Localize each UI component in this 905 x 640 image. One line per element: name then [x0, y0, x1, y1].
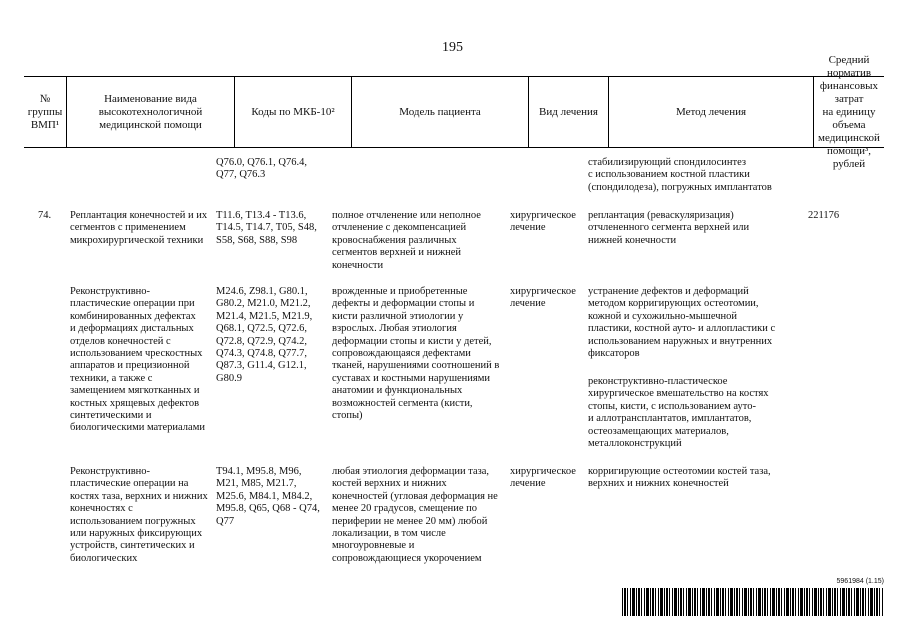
- barcode-id: 5961984 (1.15): [836, 578, 884, 585]
- page-number: 195: [442, 40, 463, 55]
- row3-care-name: Реконструктивно- пластические операции на костях таза, верхних и нижних конечностях с использованием погружных или наружных фиксирующих устройств, синтетических и биологических: [70, 466, 208, 564]
- row2-method-1: устранение дефектов и деформаций методом корригирующих остеотомии, кожной и сухожильно-мышечной пластики, костной ауто- и аллопластики с использованием наружных и внутренних фиксаторов: [588, 286, 776, 360]
- row0-method: стабилизирующий спондилосинтез с использованием костной пластики (спондилодеза), погружных имплантатов: [588, 157, 772, 193]
- header-care-type-name: Наименование вида высокотехнологичной медицинской помощи: [66, 77, 234, 147]
- barcode-bars: [622, 588, 884, 616]
- header-group-number: № группы ВМП¹: [27, 92, 63, 131]
- header-treatment-method: Метод лечения: [608, 77, 813, 147]
- header-treatment-type: Вид лечения: [528, 77, 608, 147]
- header-icd-codes: Коды по МКБ-10²: [234, 77, 351, 147]
- row1-codes: T11.6, T13.4 - T13.6, T14.5, T14.7, T05, S48, S58, S68, S88, S98: [216, 210, 317, 246]
- row2-treatment-type: хирургическое лечение: [510, 286, 576, 310]
- barcode: [622, 578, 884, 616]
- row3-patient-model: любая этиология деформации таза, костей верхних и нижних конечностей (угловая деформация не менее 20 градусов, смещение по периферии не менее 20 мм) любой локализации, в том числе многоуровневые и сопровождающиеся укорочением: [332, 466, 498, 564]
- row2-patient-model: врожденные и приобретенные дефекты и деформации стопы и кисти различной этиологии у взрослых. Любая этиология деформации стопы и кисти у детей, сопровождающаяся дефектами тканей, нарушениями соотношений в суставах и костными нарушениями анатомии и функциональных возможностей сегмента (кисти, стопы): [332, 286, 500, 422]
- row1-method: реплантация (реваскуляризация) отчлененного сегмента верхней или нижней конечности: [588, 210, 750, 246]
- row3-method: корригирующие остеотомии костей таза, верхних и нижних конечностей: [588, 466, 771, 490]
- row1-care-name: Реплантация конечностей и их сегментов с применением микрохирургической техники: [70, 210, 208, 246]
- row2-codes: M24.6, Z98.1, G80.1, G80.2, M21.0, M21.2, M21.4, M21.5, M21.9, Q68.1, Q72.5, Q72.6, Q72.8, Q72.9, Q74.2, Q74.3, Q74.8, Q77.7, Q87.3, G11.4, G12.1, G80.9: [216, 286, 313, 384]
- row0-codes: Q76.0, Q76.1, Q76.4, Q77, Q76.3: [216, 157, 307, 181]
- row1-treatment-type: хирургическое лечение: [510, 210, 576, 234]
- row3-codes: T94.1, M95.8, M96, M21, M85, M21.7, M25.6, M84.1, M84.2, M95.8, Q65, Q68 - Q74, Q77: [216, 466, 320, 527]
- row3-treatment-type: хирургическое лечение: [510, 466, 576, 490]
- row1-cost: 221176: [808, 210, 840, 221]
- row2-method-2: реконструктивно-пластическое хирургическое вмешательство на костях стопы, кисти, с использованием ауто- и аллотрансплантатов, имплантатов, остеозамещающих материалов, металлоконструкций: [588, 376, 769, 450]
- row2-care-name: Реконструктивно- пластические операции при комбинированных дефектах и деформациях дистальных отделов конечностей с использованием чрескостных аппаратов и прецизионной техники, а также с замещением мягкотканных и костных хрящевых дефектов синтетическими и биологическими материалами: [70, 286, 205, 434]
- row1-patient-model: полное отчленение или неполное отчленение с декомпенсацией кровоснабжения различных сегментов верхней и нижней конечности: [332, 210, 481, 271]
- header-patient-model: Модель пациента: [351, 77, 528, 147]
- header-average-cost: Средний норматив финансовых затрат на единицу объема медицинской помощи³, рублей: [813, 77, 884, 147]
- row1-group-number: 74.: [38, 210, 52, 221]
